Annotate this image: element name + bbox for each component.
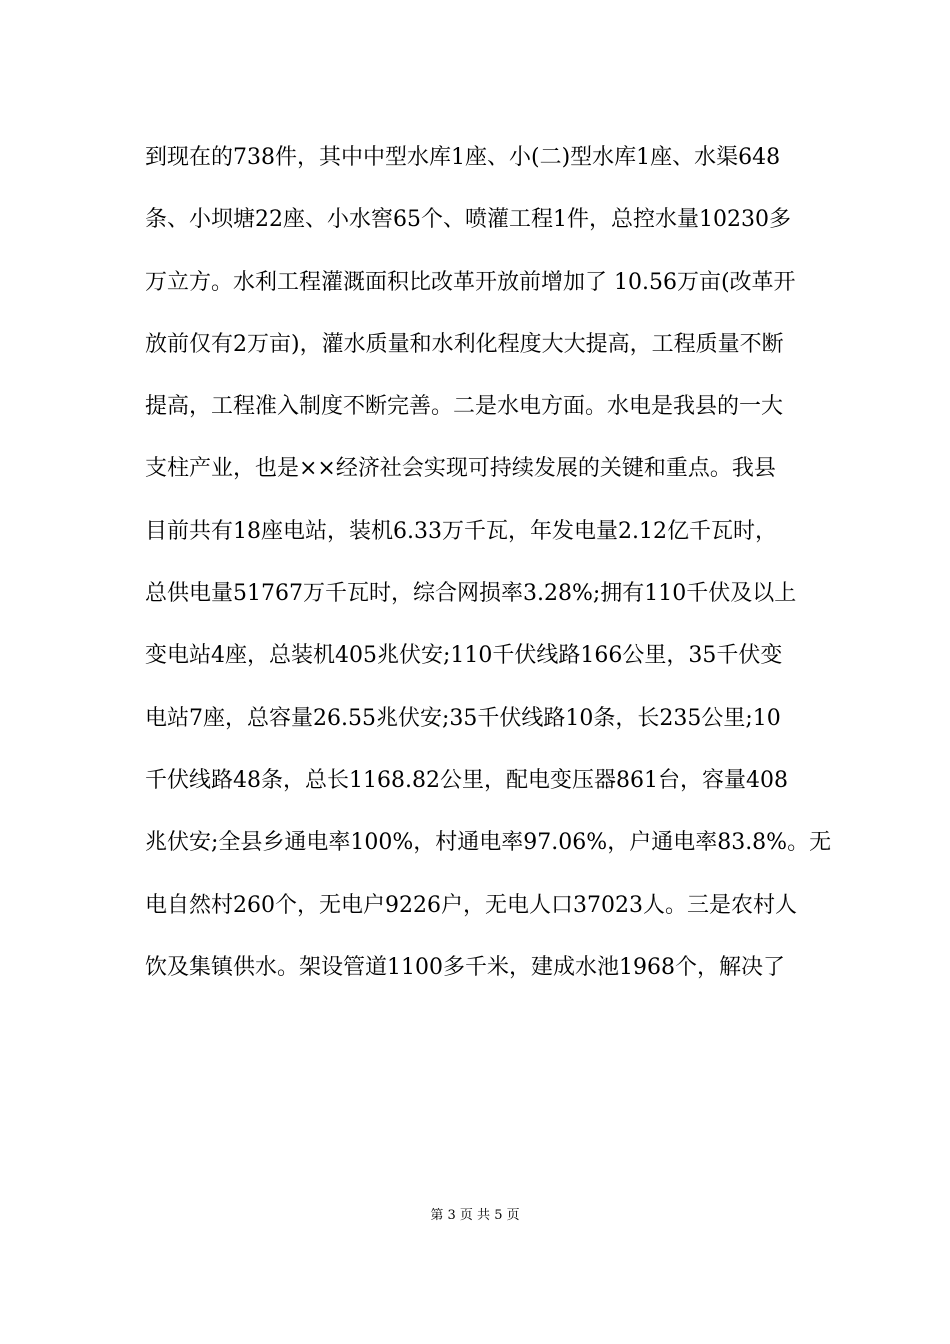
body-text: [145, 133, 832, 1005]
text-line-9: 变电站4座，总装机405兆伏安;110千伏线路166公里，35千伏变: [145, 643, 783, 669]
text-line-6: 支柱产业，也是××经济社会实现可持续发展的关键和重点。我县: [145, 456, 776, 482]
text-line-4: 放前仅有2万亩)，灌水质量和水利化程度大大提高，工程质量不断: [145, 331, 784, 357]
text-line-14: 饮及集镇供水。架设管道1100多千米，建成水池1968个，解决了: [145, 954, 785, 980]
text-line-2: 条、小坝塘22座、小水窖65个、喷灌工程1件，总控水量10230多: [145, 207, 791, 233]
text-line-12: 兆伏安;全县乡通电率100%，村通电率97.06%，户通电率83.8%。无: [145, 830, 832, 856]
text-line-8: 总供电量51767万千瓦时，综合网损率3.28%;拥有110千伏及以上: [145, 581, 797, 607]
text-line-13: 电自然村260个，无电户9226户，无电人口37023人。三是农村人: [145, 892, 797, 918]
text-line-3: 万立方。水利工程灌溉面积比改革开放前增加了 10.56万亩(改革开: [145, 269, 796, 295]
page-number-footer: 第 3 页 共 5 页: [430, 1208, 520, 1223]
text-line-5: 提高，工程准入制度不断完善。二是水电方面。水电是我县的一大: [145, 394, 784, 420]
text-line-10: 电站7座，总容量26.55兆伏安;35千伏线路10条，长235公里;10: [145, 705, 781, 731]
text-line-11: 千伏线路48条，总长1168.82公里，配电变压器861台，容量408: [145, 767, 788, 793]
text-line-1: 到现在的738件，其中中型水库1座、小(二)型水库1座、水渠648: [145, 145, 781, 170]
text-line-7: 目前共有18座电站，装机6.33万千瓦，年发电量2.12亿千瓦时，: [145, 518, 777, 544]
